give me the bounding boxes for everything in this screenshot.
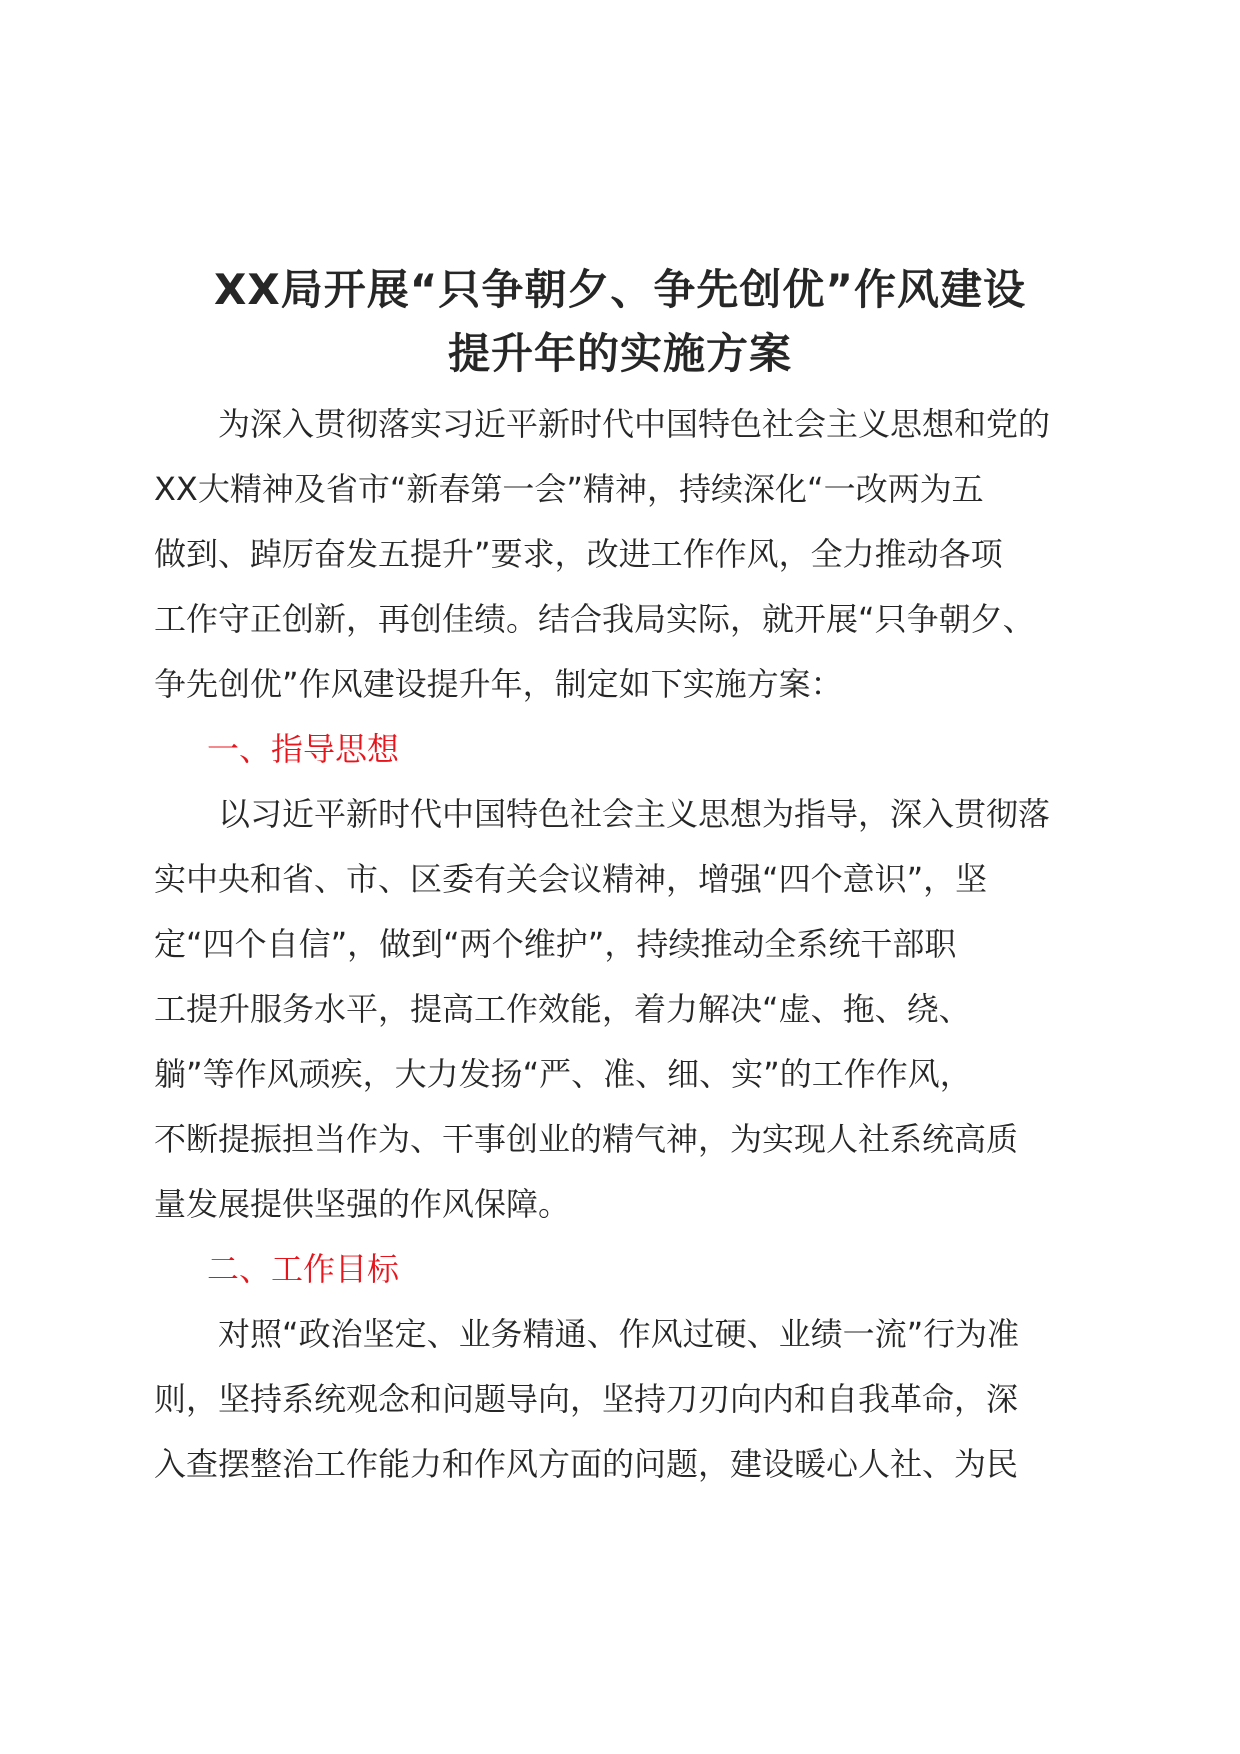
section-1-paragraph: [154, 782, 1088, 1237]
document-title: [150, 258, 1090, 386]
title-line-1: XX局开展“只争朝夕、争先创优”作风建设: [214, 265, 1026, 314]
section-heading-guiding-ideology: 一、指导思想: [207, 730, 400, 768]
intro-line: 为深入贯彻落实习近平新时代中国特色社会主义思想和党的: [154, 405, 1051, 443]
section-2-line: 对照“政治坚定、业务精通、作风过硬、业绩一流”行为准: [154, 1315, 1020, 1353]
section-2-line: 则，坚持系统观念和问题导向，坚持刀刃向内和自我革命，深: [154, 1380, 1019, 1418]
section-2-line: 入查摆整治工作能力和作风方面的问题，建设暖心人社、为民: [154, 1445, 1019, 1483]
intro-line: XX大精神及省市“新春第一会”精神，持续深化“一改两为五: [154, 470, 984, 508]
section-2-paragraph: [154, 1302, 1088, 1497]
section-1-line: 工提升服务水平，提高工作效能，着力解决“虚、拖、绕、: [154, 990, 971, 1028]
section-1-line: 不断提振担当作为、干事创业的精气神，为实现人社系统高质: [154, 1120, 1019, 1158]
intro-line: 做到、踔厉奋发五提升”要求，改进工作作风，全力推动各项: [154, 535, 1003, 573]
section-heading-work-goals: 二、工作目标: [207, 1250, 400, 1288]
section-1-line: 实中央和省、市、区委有关会议精神，增强“四个意识”，坚: [154, 860, 988, 898]
intro-line: 工作守正创新，再创佳绩。结合我局实际，就开展“只争朝夕、: [154, 600, 1035, 638]
document-body: [154, 392, 1088, 1497]
section-1-line: 定“四个自信”，做到“两个维护”，持续推动全系统干部职: [154, 925, 957, 963]
section-1-line: 量发展提供坚强的作风保障。: [154, 1185, 571, 1223]
intro-paragraph: [154, 392, 1088, 717]
intro-line: 争先创优”作风建设提升年，制定如下实施方案：: [154, 665, 843, 703]
section-1-line: 躺”等作风顽疾，大力发扬“严、准、细、实”的工作作风，: [154, 1055, 972, 1093]
title-line-2: 提升年的实施方案: [447, 329, 792, 378]
section-1-line: 以习近平新时代中国特色社会主义思想为指导，深入贯彻落: [154, 795, 1051, 833]
